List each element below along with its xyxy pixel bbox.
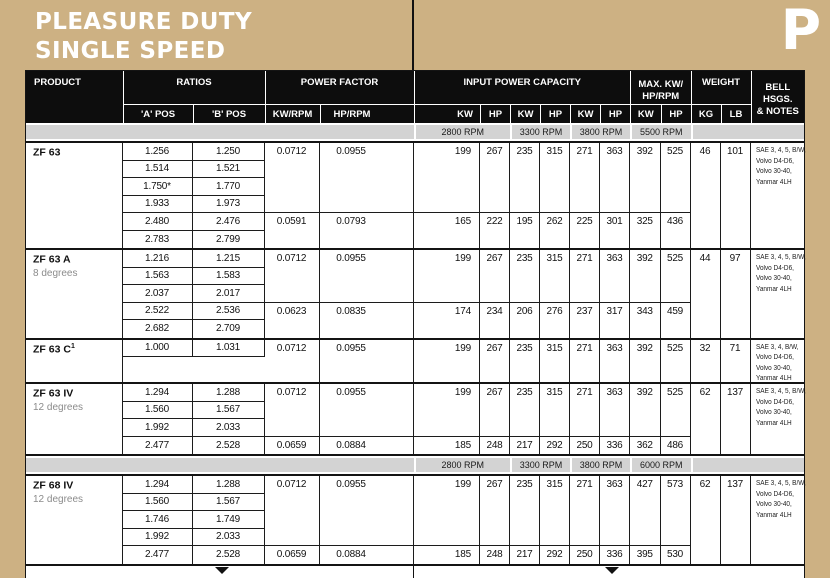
power-value-cell: 234 (480, 303, 510, 338)
col-header-hp-2800: HP (480, 104, 510, 123)
product-footnote-marker: 1 (70, 342, 75, 350)
bell-notes-line: SAE 3, 4, 5, B/W, (755, 480, 806, 487)
ratio-a-cell: 1.000 (123, 340, 193, 358)
col-header-power-factor: POWER FACTOR (265, 71, 414, 104)
rpm-label-3800: 3800 RPM (570, 458, 630, 472)
power-value-cell: 336 (600, 437, 630, 455)
power-value-cell: 267 (480, 340, 510, 383)
col-header-lb: LB (721, 104, 751, 123)
product-name (33, 146, 120, 159)
kw-rpm-cell: 0.0659 (265, 546, 320, 564)
max-power-cell: 325 (630, 213, 661, 248)
power-value-cell: 267 (480, 143, 510, 213)
power-value-cell: 174 (414, 303, 481, 338)
ratio-a-cell: 2.477 (123, 437, 193, 455)
power-value-cell: 237 (570, 303, 600, 338)
ratio-b-cell: 1.288 (193, 476, 265, 494)
max-power-cell: 436 (661, 213, 691, 248)
ratio-b-cell: 2.017 (193, 285, 265, 303)
hp-rpm-cell: 0.0884 (320, 546, 414, 564)
power-value-cell: 235 (510, 384, 540, 437)
col-header-hp-max: HP (661, 104, 691, 123)
weight-lb-cell: 101 (721, 143, 751, 248)
ratio-a-cell: 1.933 (123, 196, 193, 214)
bell-notes-line: Yanmar 4LH (755, 285, 792, 293)
product-name-text: ZF 63 (33, 146, 61, 159)
bell-notes-line: SAE 3, 4, 5, B/W, (755, 388, 806, 395)
bell-notes-line: SAE 3, 4, B/W, (755, 343, 799, 351)
product-name-text: ZF 63 A (33, 253, 71, 266)
power-value-cell: 317 (600, 303, 630, 338)
col-header-hp-3800: HP (600, 104, 630, 123)
max-power-cell: 573 (661, 476, 691, 546)
ratio-a-cell: 1.746 (123, 511, 193, 529)
bell-notes-line: Volvo 30-40, (755, 168, 792, 175)
power-value-cell: 262 (540, 213, 570, 248)
ratio-a-cell: 1.992 (123, 529, 193, 547)
product-block (26, 338, 804, 383)
max-header-line1: MAX. KW/ (638, 78, 684, 90)
ratio-b-cell: 1.521 (193, 161, 265, 179)
ratio-a-cell: 2.783 (123, 231, 193, 249)
product-name (33, 253, 120, 266)
power-value-cell: 315 (540, 250, 570, 303)
product-name (33, 479, 120, 492)
power-value-cell: 248 (480, 546, 510, 564)
weight-kg-cell: 44 (691, 250, 721, 338)
power-value-cell: 271 (570, 250, 600, 303)
power-value-cell: 185 (414, 437, 481, 455)
col-header-kw-3800: KW (570, 104, 600, 123)
max-power-cell: 525 (661, 384, 691, 437)
ratio-b-cell: 1.973 (193, 196, 265, 214)
bell-notes-line: Yanmar 4LH (755, 419, 792, 427)
weight-kg-cell: 62 (691, 476, 721, 564)
power-value-cell: 225 (570, 213, 600, 248)
power-value-cell: 301 (600, 213, 630, 248)
power-value-cell: 271 (570, 384, 600, 437)
power-value-cell: 315 (540, 143, 570, 213)
rpm-label-3300: 3300 RPM (510, 125, 570, 139)
weight-lb-cell: 71 (721, 340, 751, 383)
power-value-cell: 195 (510, 213, 540, 248)
power-value-cell: 199 (414, 250, 481, 303)
power-value-cell: 250 (570, 437, 600, 455)
power-value-cell: 235 (510, 340, 540, 383)
max-power-cell: 486 (661, 437, 691, 455)
bell-notes-line: Volvo 30-40, (755, 501, 792, 508)
rpm-label-2800: 2800 RPM (414, 125, 511, 139)
page-title-line1: PLEASURE DUTY (35, 9, 253, 35)
power-value-cell: 199 (414, 476, 481, 546)
bell-notes-line: Volvo 30-40, (755, 409, 792, 416)
hp-rpm-cell: 0.0955 (320, 340, 414, 383)
rpm-label-2800: 2800 RPM (414, 458, 511, 472)
ratio-a-cell: 1.256 (123, 143, 193, 161)
power-value-cell: 217 (510, 546, 540, 564)
power-value-cell: 199 (414, 340, 481, 383)
bell-notes-line: Yanmar 4LH (755, 178, 792, 186)
power-value-cell: 292 (540, 546, 570, 564)
weight-kg-cell: 62 (691, 384, 721, 454)
power-value-cell: 235 (510, 250, 540, 303)
power-value-cell: 248 (480, 437, 510, 455)
ratio-a-cell: 1.563 (123, 268, 193, 286)
bell-notes-line: SAE 3, 4, 5, B/W, (755, 254, 806, 261)
bell-notes-cell (751, 143, 810, 248)
weight-lb-cell: 137 (721, 476, 751, 564)
power-value-cell: 363 (600, 340, 630, 383)
ratio-b-cell: 1.770 (193, 178, 265, 196)
col-header-b-pos: 'B' POS (193, 104, 265, 123)
ratio-b-cell: 2.799 (193, 231, 265, 249)
power-value-cell: 363 (600, 143, 630, 213)
max-power-cell: 525 (661, 340, 691, 383)
product-name (33, 387, 120, 400)
product-name-text: ZF 63 IV (33, 387, 74, 400)
product-block (26, 382, 804, 454)
ratio-a-cell: 2.480 (123, 213, 193, 231)
max-power-cell: 459 (661, 303, 691, 338)
header-divider-line (412, 0, 414, 71)
rpm-bar-2 (26, 454, 804, 474)
continuation-arrow-icon (605, 567, 619, 574)
bell-notes-line: Volvo D4-D6, (755, 398, 794, 406)
col-header-kg: KG (691, 104, 721, 123)
power-value-cell: 271 (570, 340, 600, 383)
ratio-b-cell: 1.749 (193, 511, 265, 529)
col-header-kw-3300: KW (510, 104, 540, 123)
product-subtitle: 8 degrees (33, 267, 78, 279)
corner-letter: P (780, 0, 821, 62)
hp-rpm-cell: 0.0955 (320, 250, 414, 303)
power-value-cell: 267 (480, 250, 510, 303)
ratio-b-cell: 1.215 (193, 250, 265, 268)
page-title (35, 8, 252, 66)
power-value-cell: 267 (480, 476, 510, 546)
ratio-b-cell: 2.033 (193, 529, 265, 547)
rpm-bar-1 (26, 123, 804, 141)
product-cell (26, 476, 123, 564)
power-value-cell: 235 (510, 476, 540, 546)
hp-rpm-cell: 0.0835 (320, 303, 414, 338)
hp-rpm-cell: 0.0955 (320, 384, 414, 437)
kw-rpm-cell: 0.0623 (265, 303, 320, 338)
ratio-b-cell: 2.033 (193, 419, 265, 437)
ratio-a-cell: 1.514 (123, 161, 193, 179)
hp-rpm-cell: 0.0955 (320, 143, 414, 213)
block-section-2 (26, 474, 804, 564)
col-header-kw-max: KW (630, 104, 661, 123)
max-header-line2: HP/RPM (642, 90, 680, 102)
bell-header-line1: BELL HSGS. (762, 82, 793, 106)
product-cell (26, 384, 123, 454)
ratio-b-cell: 1.567 (193, 402, 265, 420)
rpm-label-6000: 6000 RPM (630, 458, 691, 472)
ratio-a-cell: 2.522 (123, 303, 193, 321)
power-value-cell: 199 (414, 143, 481, 213)
power-value-cell: 315 (540, 340, 570, 383)
ratio-b-cell: 1.288 (193, 384, 265, 402)
ratio-b-cell: 2.536 (193, 303, 265, 321)
bell-notes-line: Yanmar 4LH (755, 375, 792, 382)
bell-notes-cell (751, 250, 810, 338)
max-power-cell: 392 (630, 143, 661, 213)
bell-header-line2: & NOTES (756, 105, 799, 117)
power-value-cell: 235 (510, 143, 540, 213)
product-cell (26, 250, 123, 338)
product-name (33, 343, 120, 356)
power-value-cell: 217 (510, 437, 540, 455)
product-block (26, 474, 804, 564)
bell-notes-line: Volvo D4-D6, (755, 157, 794, 165)
ratio-b-cell: 2.709 (193, 320, 265, 338)
kw-rpm-cell: 0.0712 (265, 340, 320, 383)
col-header-product: PRODUCT (34, 77, 81, 88)
power-value-cell: 336 (600, 546, 630, 564)
page-cut-strip (26, 564, 804, 578)
product-name-text: ZF 68 IV (33, 479, 74, 492)
rpm-bar-spacer (691, 125, 805, 139)
col-header-hp-3300: HP (540, 104, 570, 123)
col-header-a-pos: 'A' POS (123, 104, 193, 123)
max-power-cell: 392 (630, 250, 661, 303)
rpm-bar-spacer (691, 458, 805, 472)
power-value-cell: 363 (600, 476, 630, 546)
ratio-a-cell: 1.750* (123, 178, 193, 196)
power-value-cell: 271 (570, 476, 600, 546)
bell-notes-cell (751, 384, 810, 454)
ratio-b-cell: 1.031 (193, 340, 265, 358)
rpm-bar-spacer (26, 458, 414, 472)
product-cell (26, 143, 123, 248)
col-header-bell-hsgs (751, 71, 805, 123)
power-value-cell: 363 (600, 250, 630, 303)
weight-kg-cell: 32 (691, 340, 721, 383)
max-power-cell: 530 (661, 546, 691, 564)
ratio-b-cell: 1.250 (193, 143, 265, 161)
bell-notes-cell (751, 340, 805, 383)
col-header-kw-2800: KW (414, 104, 481, 123)
bell-notes-line: SAE 3, 4, 5, B/W, (755, 147, 806, 154)
bell-notes-cell (751, 476, 810, 564)
page-title-line2: SINGLE SPEED (35, 37, 226, 64)
bell-notes-line: Yanmar 4LH (755, 511, 792, 519)
max-power-cell: 362 (630, 437, 661, 455)
bell-notes-line: Volvo D4-D6, (755, 490, 794, 498)
rpm-label-5500: 5500 RPM (630, 125, 691, 139)
power-value-cell: 363 (600, 384, 630, 437)
ratio-a-cell: 1.560 (123, 402, 193, 420)
power-value-cell: 267 (480, 384, 510, 437)
max-power-cell: 392 (630, 340, 661, 383)
max-power-cell: 427 (630, 476, 661, 546)
product-subtitle: 12 degrees (33, 493, 84, 505)
hp-rpm-cell: 0.0884 (320, 437, 414, 455)
bell-notes-line: Volvo D4-D6, (755, 264, 794, 272)
ratio-a-cell: 2.682 (123, 320, 193, 338)
col-header-max-kw-hp (630, 71, 691, 104)
kw-rpm-cell: 0.0591 (265, 213, 320, 248)
product-block (26, 141, 804, 248)
kw-rpm-cell: 0.0712 (265, 476, 320, 546)
kw-rpm-cell: 0.0712 (265, 143, 320, 213)
rpm-label-3300: 3300 RPM (510, 458, 570, 472)
hp-rpm-cell: 0.0955 (320, 476, 414, 546)
weight-lb-cell: 97 (721, 250, 751, 338)
power-value-cell: 185 (414, 546, 481, 564)
max-power-cell: 525 (661, 250, 691, 303)
ratio-a-cell: 2.477 (123, 546, 193, 564)
col-header-weight: WEIGHT (691, 71, 751, 104)
col-header-hp-rpm: HP/RPM (320, 104, 414, 123)
kw-rpm-cell: 0.0712 (265, 250, 320, 303)
power-value-cell: 276 (540, 303, 570, 338)
power-value-cell: 315 (540, 476, 570, 546)
hp-rpm-cell: 0.0793 (320, 213, 414, 248)
power-value-cell: 165 (414, 213, 481, 248)
max-power-cell: 343 (630, 303, 661, 338)
rpm-bar-spacer (26, 125, 414, 139)
power-value-cell: 250 (570, 546, 600, 564)
bell-notes-line: Volvo D4-D6, (755, 354, 794, 361)
kw-rpm-cell: 0.0659 (265, 437, 320, 455)
ratio-a-cell: 2.037 (123, 285, 193, 303)
ratio-a-cell: 1.294 (123, 384, 193, 402)
kw-rpm-cell: 0.0712 (265, 384, 320, 437)
power-value-cell: 222 (480, 213, 510, 248)
continuation-arrow-icon (215, 567, 229, 574)
col-header-input-power: INPUT POWER CAPACITY (414, 71, 631, 104)
product-cell (26, 340, 123, 383)
product-subtitle: 12 degrees (33, 401, 84, 413)
weight-kg-cell: 46 (691, 143, 721, 248)
ratio-b-cell: 1.567 (193, 494, 265, 512)
ratio-b-cell: 2.476 (193, 213, 265, 231)
ratio-b-cell: 2.528 (193, 546, 265, 564)
col-header-ratios: RATIOS (123, 71, 265, 104)
max-power-cell: 395 (630, 546, 661, 564)
section-divider-line (413, 566, 415, 578)
product-name-text: ZF 63 C (33, 343, 71, 355)
power-value-cell: 199 (414, 384, 481, 437)
ratio-a-cell: 1.294 (123, 476, 193, 494)
power-value-cell: 315 (540, 384, 570, 437)
bell-notes-line: Volvo 30-40, (755, 364, 792, 372)
rpm-label-3800: 3800 RPM (570, 125, 630, 139)
bell-notes-line: Volvo 30-40, (755, 275, 792, 282)
product-block (26, 248, 804, 338)
ratio-a-cell: 1.560 (123, 494, 193, 512)
block-section-1 (26, 141, 804, 454)
table-header (26, 71, 804, 123)
power-value-cell: 271 (570, 143, 600, 213)
ratio-a-cell: 1.216 (123, 250, 193, 268)
weight-lb-cell: 137 (721, 384, 751, 454)
ratio-a-cell: 1.992 (123, 419, 193, 437)
power-value-cell: 292 (540, 437, 570, 455)
ratio-b-cell: 1.583 (193, 268, 265, 286)
col-header-kw-rpm: KW/RPM (265, 104, 320, 123)
max-power-cell: 392 (630, 384, 661, 437)
spec-table (25, 70, 805, 578)
ratio-b-cell: 2.528 (193, 437, 265, 455)
max-power-cell: 525 (661, 143, 691, 213)
power-value-cell: 206 (510, 303, 540, 338)
